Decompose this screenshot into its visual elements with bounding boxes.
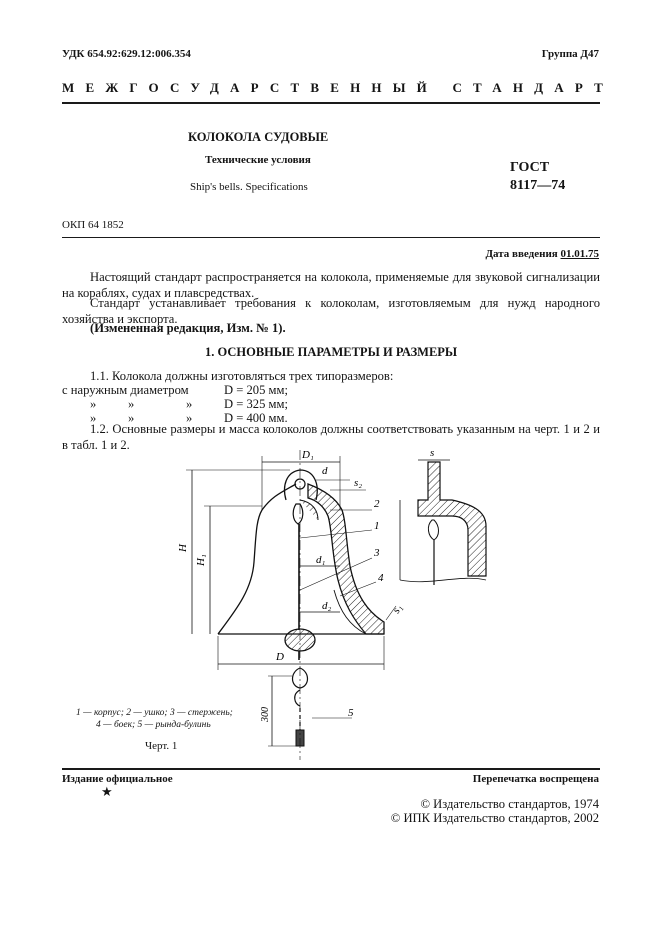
amendment-note: (Измененная редакция, Изм. № 1). [90,321,286,335]
ditto-mark: » [128,411,135,425]
detail-eye [428,520,438,540]
divider-rule [62,237,600,238]
footer-rule [62,768,600,770]
introduction-date-value: 01.01.75 [560,248,599,260]
detail-break-bottom [400,578,486,581]
label-s: s [430,447,435,459]
label-d: d [322,465,328,477]
callout-3: 3 [374,547,380,559]
official-edition: Издание официальное [62,773,173,785]
okp-code: ОКП 64 1852 [62,219,124,231]
clapper-eye [293,504,303,524]
label-D: D [276,651,284,663]
copyright-1974: © Издательство стандартов, 1974 [420,797,599,811]
star-icon: ★ [101,784,113,799]
introduction-date [485,248,599,260]
size-3-value: D = 400 мм. [224,411,288,425]
clause-1-1: 1.1. Колокола должны изготовляться трех типоразмеров: [90,369,394,383]
introduction-date-label: Дата введения [485,248,558,260]
label-H1: H₁ [195,554,207,566]
paragraph-purpose: Стандарт устанавливает требования к колоколам, изготовляемым для нужд народного хозяйства и экспорта. [62,296,600,326]
gost-number: 8117—74 [510,178,566,193]
size-1-prefix: с наружным диаметром [62,383,189,397]
section-heading: 1. ОСНОВНЫЕ ПАРАМЕТРЫ И РАЗМЕРЫ [205,345,458,359]
figure-legend-line-2: 4 — боек; 5 — рында-булинь [96,720,211,730]
document-subtitle: Технические условия [205,154,311,166]
label-D1: D₁ [302,449,314,461]
ditto-mark: » [90,397,97,411]
label-d2: d₂ [322,600,332,612]
clause-1-2: 1.2. Основные размеры и масса колоколов должны соответствовать указанным на черт. 1 и 2 и в табл. 1 и 2. [62,422,600,452]
standard-banner: МЕЖГОСУДАРСТВЕННЫЙ СТАНДАРТ [62,80,615,95]
callout-5: 5 [348,707,354,719]
callout-4: 4 [378,572,384,584]
detail-section [418,462,486,576]
figure-legend-line-1: 1 — корпус; 2 — ушко; 3 — стержень; [76,708,233,718]
document-title: КОЛОКОЛА СУДОВЫЕ [188,130,329,144]
udk-code: УДК 654.92:629.12:006.354 [62,48,191,60]
ditto-mark: » [186,397,193,411]
ditto-mark: » [186,411,193,425]
bell-outer-left [218,484,296,634]
english-title: Ship's bells. Specifications [190,181,308,193]
size-1-value: D = 205 мм; [224,383,288,397]
top-rule [62,102,600,104]
figure-caption: Черт. 1 [145,740,178,752]
label-s2: s₂ [354,477,363,489]
callout-1: 1 [374,520,380,532]
size-2-value: D = 325 мм; [224,397,288,411]
label-s1: s₁ [390,602,405,616]
reprint-prohibited: Перепечатка воспрещена [472,773,599,785]
label-300: 300 [260,707,271,722]
label-H: H [177,544,189,552]
gost-label: ГОСТ [510,160,550,175]
lanyard-knot [295,690,300,706]
ditto-mark: » [90,411,97,425]
copyright-2002: © ИПК Издательство стандартов, 2002 [390,811,599,825]
paragraph-scope: Настоящий стандарт распространяется на колокола, применяемые для звуковой сигнализации на кораблях, судах и плавсредствах. [62,270,600,300]
label-d1: d₁ [316,554,326,566]
ditto-mark: » [128,397,135,411]
callout-2: 2 [374,498,380,510]
group-code: Группа Д47 [541,48,599,60]
